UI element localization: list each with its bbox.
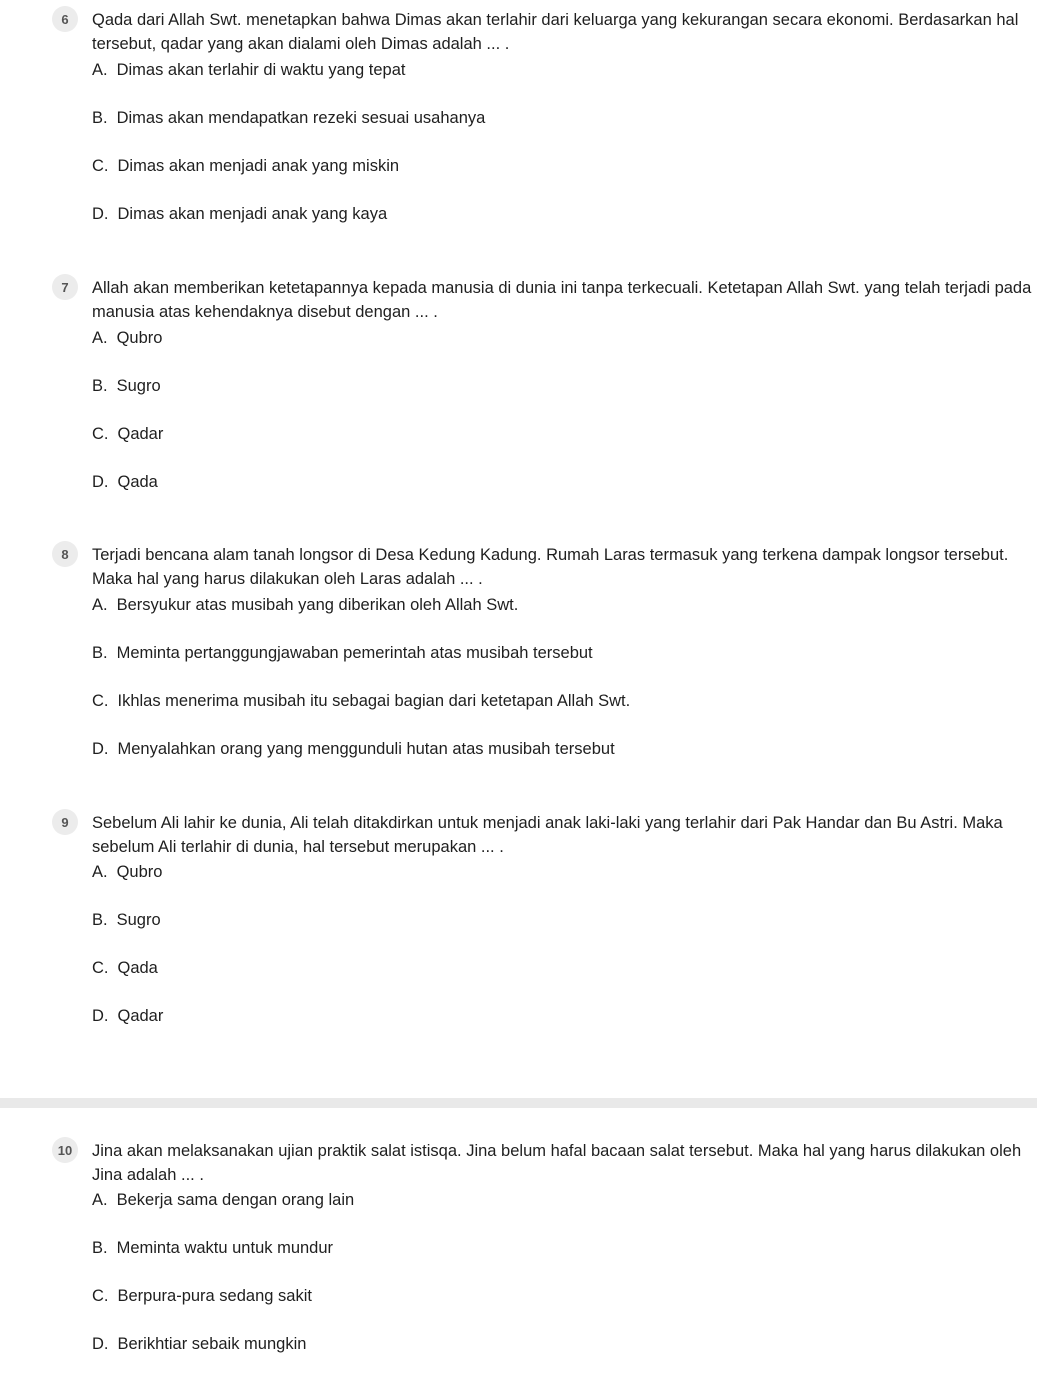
option-text: Sugro <box>116 377 161 395</box>
option-text: Qubro <box>116 863 163 881</box>
option-a[interactable] <box>92 594 518 616</box>
option-c[interactable] <box>92 1285 312 1307</box>
option-b[interactable] <box>92 1237 333 1259</box>
option-letter: C. <box>92 1287 109 1305</box>
option-letter: B. <box>92 644 108 662</box>
option-text: Bekerja sama dengan orang lain <box>116 1191 355 1209</box>
option-letter: D. <box>92 740 109 758</box>
option-letter: C. <box>92 425 109 443</box>
option-letter: C. <box>92 959 109 977</box>
option-letter: B. <box>92 377 108 395</box>
option-text: Dimas akan terlahir di waktu yang tepat <box>116 61 406 79</box>
option-c[interactable] <box>92 155 399 177</box>
option-b[interactable] <box>92 375 161 397</box>
option-text: Qubro <box>116 329 163 347</box>
option-d[interactable] <box>92 203 387 225</box>
option-letter: A. <box>92 1191 108 1209</box>
option-text: Menyalahkan orang yang menggunduli hutan atas musibah tersebut <box>117 740 615 758</box>
option-d[interactable] <box>92 1333 306 1355</box>
option-letter: D. <box>92 205 109 223</box>
option-letter: C. <box>92 692 109 710</box>
option-letter: D. <box>92 1007 109 1025</box>
question-text: Terjadi bencana alam tanah longsor di Desa Kedung Kadung. Rumah Laras termasuk yang terkena dampak longsor tersebut. Maka hal yang harus dilakukan oleh Laras adalah ... . <box>92 546 1009 588</box>
option-text: Qadar <box>117 1007 164 1025</box>
question-number-badge: 7 <box>52 274 78 300</box>
option-b[interactable] <box>92 642 593 664</box>
option-c[interactable] <box>92 957 158 979</box>
option-c[interactable] <box>92 690 630 712</box>
question-number-badge: 9 <box>52 809 78 835</box>
option-a[interactable] <box>92 861 162 883</box>
option-c[interactable] <box>92 423 163 445</box>
option-a[interactable] <box>92 1189 354 1211</box>
option-letter: A. <box>92 596 108 614</box>
option-a[interactable] <box>92 327 162 349</box>
option-a[interactable] <box>92 59 406 81</box>
option-text: Dimas akan menjadi anak yang miskin <box>117 157 400 175</box>
option-text: Meminta waktu untuk mundur <box>116 1239 334 1257</box>
question-number-badge: 10 <box>52 1137 78 1163</box>
option-letter: C. <box>92 157 109 175</box>
option-letter: A. <box>92 329 108 347</box>
section-divider <box>0 1098 1037 1108</box>
option-d[interactable] <box>92 471 158 493</box>
option-text: Qadar <box>117 425 164 443</box>
option-letter: D. <box>92 473 109 491</box>
option-b[interactable] <box>92 107 485 129</box>
option-letter: A. <box>92 61 108 79</box>
option-letter: B. <box>92 911 108 929</box>
option-letter: B. <box>92 1239 108 1257</box>
option-text: Meminta pertanggungjawaban pemerintah atas musibah tersebut <box>116 644 593 662</box>
option-letter: B. <box>92 109 108 127</box>
option-text: Berpura-pura sedang sakit <box>117 1287 312 1305</box>
question-number-badge: 6 <box>52 6 78 32</box>
option-text: Dimas akan menjadi anak yang kaya <box>117 205 388 223</box>
question-text: Qada dari Allah Swt. menetapkan bahwa Dimas akan terlahir dari keluarga yang kekurangan secara ekonomi. Berdasarkan hal tersebut, qadar yang akan dialami oleh Dimas adalah ... . <box>92 11 1019 53</box>
option-text: Ikhlas menerima musibah itu sebagai bagian dari ketetapan Allah Swt. <box>117 692 631 710</box>
question-text: Sebelum Ali lahir ke dunia, Ali telah ditakdirkan untuk menjadi anak laki-laki yang terlahir dari Pak Handar dan Bu Astri. Maka sebelum Ali terlahir di dunia, hal tersebut merupakan ... . <box>92 814 1003 856</box>
option-b[interactable] <box>92 909 161 931</box>
option-letter: A. <box>92 863 108 881</box>
option-letter: D. <box>92 1335 109 1353</box>
option-d[interactable] <box>92 738 615 760</box>
option-d[interactable] <box>92 1005 163 1027</box>
question-text: Allah akan memberikan ketetapannya kepada manusia di dunia ini tanpa terkecuali. Ketetapan Allah Swt. yang telah terjadi pada manusia atas kehendaknya disebut dengan ... . <box>92 279 1032 321</box>
question-number-badge: 8 <box>52 541 78 567</box>
question-text: Jina akan melaksanakan ujian praktik salat istisqa. Jina belum hafal bacaan salat tersebut. Maka hal yang harus dilakukan oleh Jina adalah ... . <box>92 1142 1022 1184</box>
option-text: Bersyukur atas musibah yang diberikan oleh Allah Swt. <box>116 596 519 614</box>
option-text: Dimas akan mendapatkan rezeki sesuai usahanya <box>116 109 486 127</box>
option-text: Qada <box>117 473 158 491</box>
option-text: Berikhtiar sebaik mungkin <box>117 1335 307 1353</box>
option-text: Sugro <box>116 911 161 929</box>
option-text: Qada <box>117 959 158 977</box>
